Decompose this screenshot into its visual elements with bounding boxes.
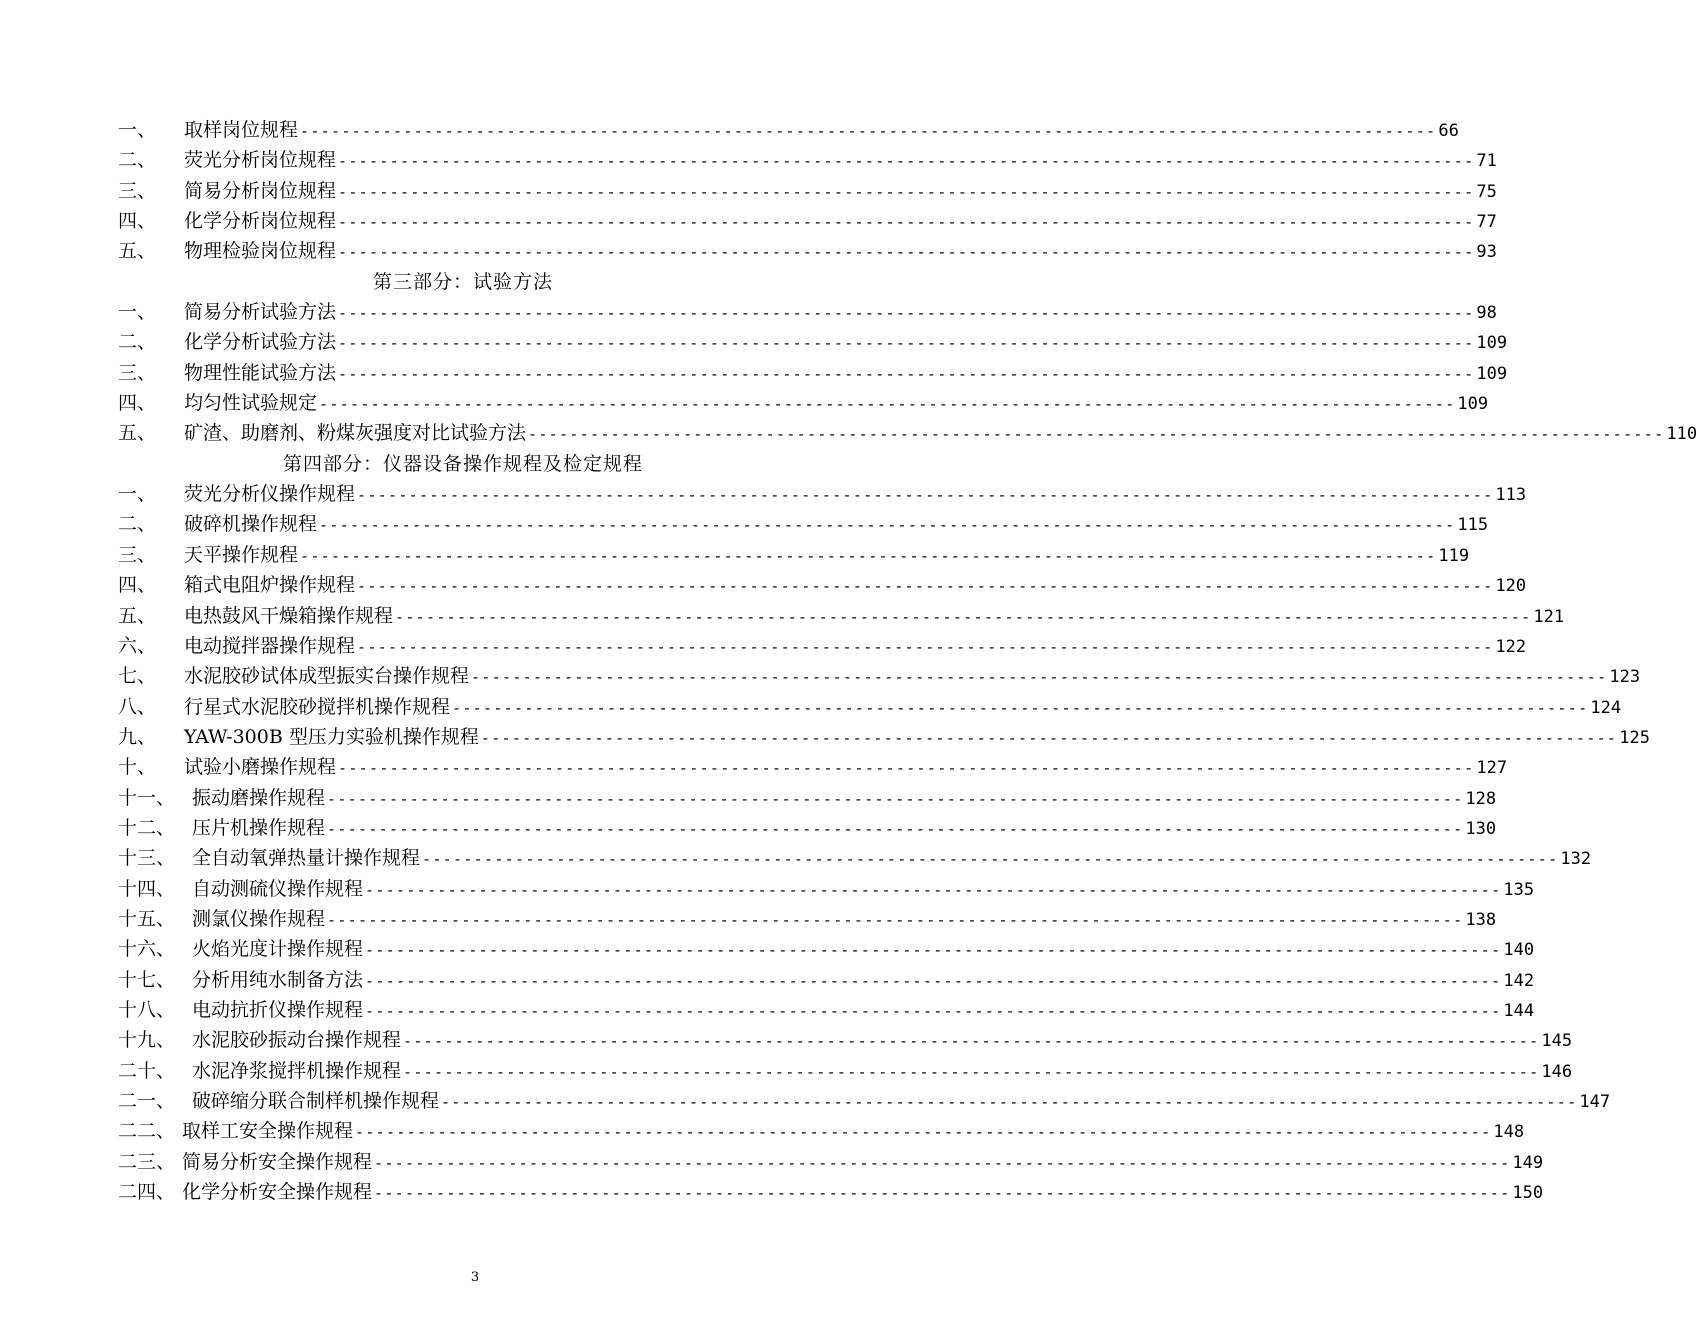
toc-entry-title: 电动搅拌器操作规程: [184, 634, 356, 657]
toc-entry[interactable]: [118, 601, 1565, 631]
toc-entry-page: 93: [1476, 242, 1497, 263]
section-heading: 第三部分：试验方法: [372, 270, 553, 293]
toc-entry[interactable]: [118, 388, 1489, 418]
toc-entry-page: 135: [1503, 879, 1535, 900]
toc-entry-title: 化学分析安全操作规程: [182, 1181, 373, 1204]
toc-entry[interactable]: [118, 479, 1527, 509]
toc-leader: --------------------------------------------------------------------------------------------------------------: [365, 941, 1502, 960]
toc-entry-number: 八、: [118, 695, 157, 718]
toc-entry-number: 十九、: [118, 1029, 176, 1052]
toc-entry-number: 一、: [118, 119, 157, 141]
toc-entry[interactable]: [118, 1177, 1544, 1207]
toc-entry-title: 矿渣、助磨剂、粉煤灰强度对比试验方法: [184, 422, 527, 445]
toc-entry-page: 120: [1495, 576, 1527, 597]
toc-entry-title: 物理性能试验方法: [184, 361, 337, 384]
toc-entry-title: 均匀性试验规定: [184, 392, 318, 415]
toc-leader: --------------------------------------------------------------------------------------------------------------: [357, 637, 1494, 656]
toc-leader: --------------------------------------------------------------------------------------------------------------: [338, 213, 1475, 232]
toc-entry-page: 149: [1512, 1152, 1544, 1173]
toc-entry-number: 十五、: [118, 907, 176, 930]
toc-entry-title: 简易分析试验方法: [184, 301, 337, 324]
toc-entry-title: 全自动氧弹热量计操作规程: [192, 847, 421, 870]
toc-entry-title: 自动测硫仪操作规程: [192, 877, 364, 900]
toc-entry-title: 试验小磨操作规程: [184, 756, 337, 779]
toc-entry-number: 一、: [118, 301, 157, 324]
toc-entry[interactable]: [118, 843, 1592, 873]
toc-leader: --------------------------------------------------------------------------------------------------------------: [338, 759, 1475, 778]
toc-leader: --------------------------------------------------------------------------------------------------------------: [365, 971, 1502, 990]
toc-entry-title: 分析用纯水制备方法: [192, 968, 364, 991]
toc-entry[interactable]: [118, 722, 1650, 752]
toc-entry-number: 四、: [118, 210, 157, 233]
toc-entry-number: 五、: [118, 604, 157, 627]
toc-leader: --------------------------------------------------------------------------------------------------------------: [327, 819, 1464, 838]
toc-entry[interactable]: [118, 661, 1641, 691]
toc-leader: --------------------------------------------------------------------------------------------------------------: [300, 122, 1437, 140]
toc-entry-title: 压片机操作规程: [192, 816, 326, 839]
toc-entry-number: 二、: [118, 513, 157, 536]
toc-leader: --------------------------------------------------------------------------------------------------------------: [338, 304, 1475, 323]
toc-entry-title: 测氯仪操作规程: [192, 907, 326, 930]
toc-entry-title: 破碎机操作规程: [184, 513, 318, 536]
toc-entry-page: 130: [1465, 818, 1497, 839]
toc-entry-page: 109: [1457, 394, 1489, 415]
toc-entry-page: 109: [1476, 333, 1508, 354]
toc-entry[interactable]: [118, 418, 1697, 448]
toc-leader: --------------------------------------------------------------------------------------------------------------: [319, 516, 1456, 535]
toc-entry-number: 十、: [118, 756, 157, 779]
toc-entry-title: 行星式水泥胶砂搅拌机操作规程: [184, 695, 451, 718]
toc-leader: --------------------------------------------------------------------------------------------------------------: [300, 546, 1437, 565]
table-of-contents: [118, 115, 1697, 1207]
toc-leader: --------------------------------------------------------------------------------------------------------------: [357, 486, 1494, 505]
toc-leader: --------------------------------------------------------------------------------------------------------------: [480, 728, 1618, 747]
toc-entry-page: 150: [1512, 1183, 1544, 1204]
toc-entry-number: 十三、: [118, 847, 176, 870]
toc-entry-title: 取样岗位规程: [184, 119, 299, 141]
toc-entry-page: 109: [1476, 363, 1508, 384]
toc-leader: --------------------------------------------------------------------------------------------------------------: [365, 880, 1502, 899]
toc-entry-number: 九、: [118, 725, 157, 748]
toc-leader: --------------------------------------------------------------------------------------------------------------: [327, 910, 1464, 929]
toc-entry-number: 十八、: [118, 998, 176, 1021]
toc-entry-title: 简易分析岗位规程: [184, 179, 337, 202]
toc-entry[interactable]: [118, 176, 1497, 206]
toc-entry[interactable]: [118, 1025, 1573, 1055]
toc-entry-title: 破碎缩分联合制样机操作规程: [192, 1090, 440, 1112]
toc-leader: --------------------------------------------------------------------------------------------------------------: [365, 1001, 1502, 1020]
toc-entry-title: 电动抗折仪操作规程: [192, 998, 364, 1021]
toc-entry[interactable]: [118, 540, 1470, 570]
toc-entry-page: 124: [1590, 697, 1622, 718]
toc-entry-number: 三、: [118, 179, 157, 202]
toc-entry-page: 144: [1503, 1000, 1535, 1021]
toc-entry[interactable]: [118, 752, 1508, 782]
toc-entry-page: 123: [1609, 667, 1641, 688]
toc-entry-title: 化学分析试验方法: [184, 331, 337, 354]
toc-entry-page: 128: [1465, 788, 1497, 809]
toc-entry-number: 二二、: [118, 1120, 176, 1143]
toc-entry-number: 三、: [118, 361, 157, 384]
toc-leader: --------------------------------------------------------------------------------------------------------------: [338, 243, 1475, 262]
toc-entry[interactable]: [118, 813, 1497, 843]
toc-entry-page: 142: [1503, 970, 1535, 991]
toc-leader: --------------------------------------------------------------------------------------------------------------: [403, 1062, 1540, 1081]
toc-entry[interactable]: [118, 1116, 1525, 1146]
toc-entry-title: 荧光分析仪操作规程: [184, 483, 356, 506]
toc-entry[interactable]: [118, 206, 1497, 236]
toc-entry[interactable]: [118, 692, 1622, 722]
toc-entry-page: 75: [1476, 181, 1497, 202]
toc-entry-number: 六、: [118, 634, 157, 657]
toc-entry[interactable]: [118, 995, 1535, 1025]
toc-entry-title: 物理检验岗位规程: [184, 240, 337, 263]
toc-entry[interactable]: [118, 509, 1489, 539]
toc-leader: --------------------------------------------------------------------------------------------------------------: [327, 789, 1464, 808]
toc-entry-title: 振动磨操作规程: [192, 786, 326, 809]
toc-entry[interactable]: [118, 783, 1497, 813]
toc-entry-page: 146: [1541, 1061, 1573, 1082]
toc-leader: --------------------------------------------------------------------------------------------------------------: [422, 850, 1559, 869]
toc-entry-title: 天平操作规程: [184, 543, 299, 566]
toc-entry-title: 水泥净浆搅拌机操作规程: [192, 1059, 402, 1082]
toc-entry-number: 十四、: [118, 877, 176, 900]
toc-entry-number: 三、: [118, 543, 157, 566]
toc-entry-number: 四、: [118, 392, 157, 415]
toc-entry[interactable]: [118, 358, 1508, 388]
section-heading: 第四部分：仪器设备操作规程及检定规程: [282, 452, 643, 475]
toc-entry-number: 二四、: [118, 1181, 176, 1204]
toc-leader: --------------------------------------------------------------------------------------------------------------: [338, 364, 1475, 383]
toc-entry-page: 147: [1579, 1092, 1611, 1112]
toc-entry-title: 水泥胶砂振动台操作规程: [192, 1029, 402, 1052]
toc-entry-number: 十七、: [118, 968, 176, 991]
toc-leader: --------------------------------------------------------------------------------------------------------------: [357, 577, 1494, 596]
toc-entry-title: 箱式电阻炉操作规程: [184, 574, 356, 597]
toc-leader: --------------------------------------------------------------------------------------------------------------: [471, 668, 1608, 687]
toc-entry[interactable]: [118, 1086, 1611, 1116]
toc-entry[interactable]: [118, 934, 1535, 964]
toc-entry-number: 七、: [118, 665, 157, 688]
toc-leader: --------------------------------------------------------------------------------------------------------------: [319, 395, 1456, 414]
toc-leader: --------------------------------------------------------------------------------------------------------------: [338, 334, 1475, 353]
toc-entry-number: 十一、: [118, 786, 176, 809]
toc-entry-page: 138: [1465, 909, 1497, 930]
toc-entry-page: 115: [1457, 515, 1489, 536]
toc-entry-title: 火焰光度计操作规程: [192, 938, 364, 961]
toc-entry[interactable]: [118, 115, 1459, 145]
toc-entry[interactable]: [118, 297, 1497, 327]
toc-entry-title: 化学分析岗位规程: [184, 210, 337, 233]
toc-entry[interactable]: [118, 236, 1497, 266]
toc-entry-number: 一、: [118, 483, 157, 506]
toc-entry-page: 121: [1533, 606, 1565, 627]
toc-entry-title: 取样工安全操作规程: [182, 1120, 354, 1143]
toc-leader: --------------------------------------------------------------------------------------------------------------: [374, 1184, 1511, 1203]
toc-entry-number: 十六、: [118, 938, 176, 961]
toc-entry-page: 127: [1476, 758, 1508, 779]
toc-entry-title: 电热鼓风干燥箱操作规程: [184, 604, 394, 627]
toc-leader: --------------------------------------------------------------------------------------------------------------: [528, 425, 1665, 444]
toc-entry-title: YAW-300B 型压力实验机操作规程: [184, 725, 479, 748]
toc-entry-page: 77: [1476, 212, 1497, 233]
toc-entry-page: 125: [1619, 727, 1650, 748]
toc-entry[interactable]: [118, 327, 1508, 357]
toc-entry-page: 148: [1493, 1122, 1525, 1143]
toc-entry-number: 二、: [118, 149, 157, 172]
toc-leader: --------------------------------------------------------------------------------------------------------------: [355, 1123, 1492, 1142]
toc-entry-number: 五、: [118, 240, 157, 263]
toc-entry-page: 98: [1476, 303, 1497, 324]
toc-entry-page: 132: [1560, 849, 1592, 870]
toc-entry-number: 五、: [118, 422, 157, 445]
toc-entry-page: 71: [1476, 151, 1497, 172]
toc-entry-page: 140: [1503, 940, 1535, 961]
toc-entry-title: 简易分析安全操作规程: [182, 1150, 373, 1173]
toc-entry[interactable]: [118, 874, 1535, 904]
toc-leader: --------------------------------------------------------------------------------------------------------------: [395, 607, 1532, 626]
toc-leader: --------------------------------------------------------------------------------------------------------------: [403, 1032, 1540, 1051]
toc-entry-number: 二三、: [118, 1150, 176, 1173]
toc-entry-page: 122: [1495, 636, 1527, 657]
toc-leader: --------------------------------------------------------------------------------------------------------------: [338, 152, 1475, 171]
toc-entry-page: 66: [1438, 121, 1459, 141]
toc-entry-number: 二一、: [118, 1090, 176, 1112]
toc-leader: --------------------------------------------------------------------------------------------------------------: [441, 1093, 1578, 1111]
toc-entry[interactable]: [118, 1056, 1573, 1086]
page-number: 3: [470, 1270, 480, 1285]
toc-entry[interactable]: [118, 570, 1527, 600]
toc-entry-title: 荧光分析岗位规程: [184, 149, 337, 172]
toc-entry[interactable]: [118, 631, 1527, 661]
toc-entry-page: 110: [1666, 424, 1697, 445]
toc-entry[interactable]: [118, 145, 1497, 175]
toc-entry[interactable]: [118, 904, 1497, 934]
toc-leader: --------------------------------------------------------------------------------------------------------------: [374, 1153, 1511, 1172]
toc-entry[interactable]: [118, 1147, 1544, 1177]
toc-leader: --------------------------------------------------------------------------------------------------------------: [452, 698, 1589, 717]
toc-entry-number: 二、: [118, 331, 157, 354]
toc-entry-title: 水泥胶砂试体成型振实台操作规程: [184, 665, 470, 688]
toc-entry-number: 二十、: [118, 1059, 176, 1082]
toc-entry-page: 113: [1495, 485, 1527, 506]
toc-entry-number: 四、: [118, 574, 157, 597]
toc-entry-number: 十二、: [118, 816, 176, 839]
toc-entry-page: 145: [1541, 1031, 1573, 1052]
toc-entry-page: 119: [1438, 545, 1470, 566]
toc-entry[interactable]: [118, 965, 1535, 995]
toc-leader: --------------------------------------------------------------------------------------------------------------: [338, 182, 1475, 201]
